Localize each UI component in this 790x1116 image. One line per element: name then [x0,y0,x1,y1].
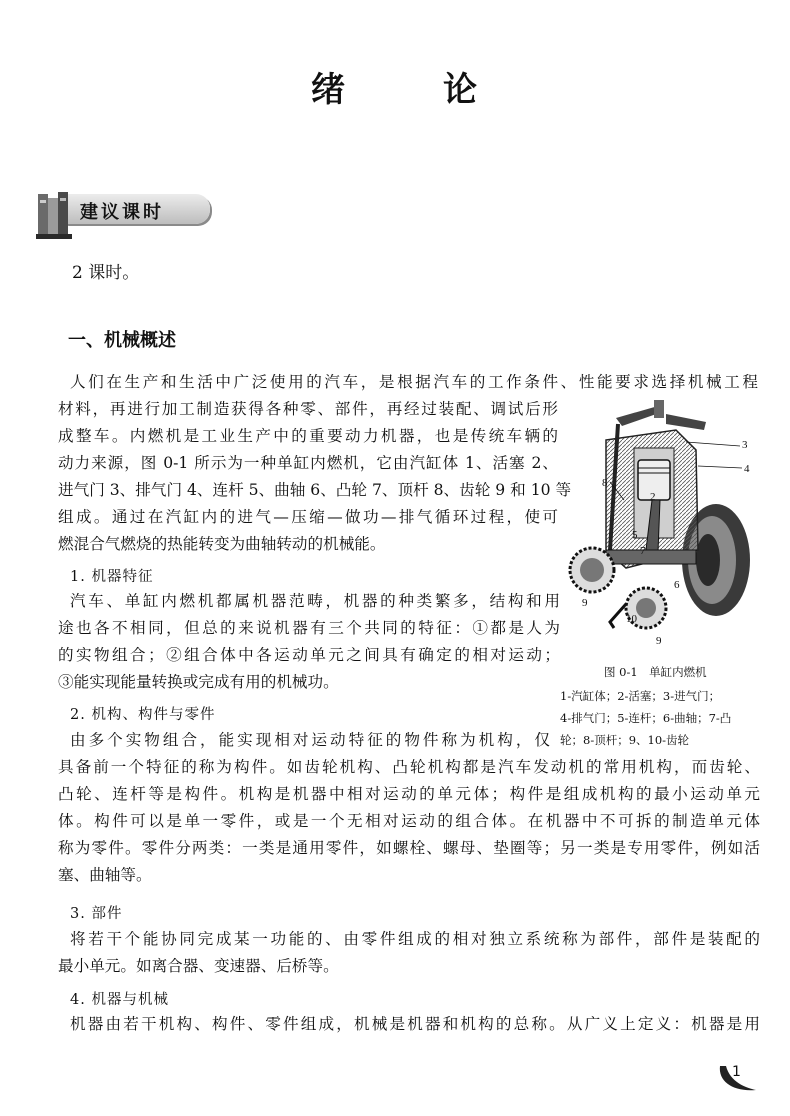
paragraph-line: 凸轮、连杆等是构件。机构是机器中相对运动的单元体；构件是组成机构的最小运动单元 [58,785,760,803]
suggested-hours-banner [34,188,194,240]
callout-label: 8 [602,477,608,489]
callout-label: 7 [640,545,646,557]
paragraph-line: 燃混合气燃烧的热能转变为曲轴转动的机械能。 [58,535,386,553]
callout-label: 2 [650,491,656,503]
callout-label: 3 [742,439,748,451]
paragraph-line: 成整车。内燃机是工业生产中的重要动力机器，也是传统车辆的 [58,427,558,445]
paragraph-line: 将若干个能协同完成某一功能的、由零件组成的相对独立系统称为部件，部件是装配的 [70,930,760,948]
figure-caption-line: 4-排气门；5-连杆；6-曲轴；7-凸 [560,711,732,725]
banner-label: 建议课时 [80,202,164,223]
paragraph-line: 体。构件可以是单一零件，或是一个无相对运动的组合体。在机器中不可拆的制造单元体 [58,812,760,830]
section-heading: 一、机械概述 [68,330,176,351]
callout-label: 9 [582,597,588,609]
suggested-hours-value: 2 课时。 [72,263,140,283]
subsection-heading: 4. 机器与机械 [70,992,169,1008]
paragraph-line: 由多个实物组合，能实现相对运动特征的物件称为机构，仅 [70,731,550,749]
callout-label: 5 [632,529,638,541]
page-number [716,1060,776,1096]
callout-label: 4 [744,463,750,475]
figure-caption-title: 图 0-1 单缸内燃机 [604,665,707,679]
paragraph-line: ③能实现能量转换或完成有用的机械功。 [58,673,339,691]
callout-label: 10 [626,613,637,625]
chapter-title-char-1: 绪 [311,70,347,110]
chapter-title [0,62,790,111]
paragraph-line: 人们在生产和生活中广泛使用的汽车，是根据汽车的工作条件、性能要求选择机械工程 [70,373,758,391]
paragraph-line: 动力来源，图 0-1 所示为一种单缸内燃机，它由汽缸体 1、活塞 2、 [58,454,558,472]
subsection-heading: 2. 机构、构件与零件 [70,707,216,723]
paragraph-line: 最小单元。如离合器、变速器、后桥等。 [58,957,339,975]
paragraph-line: 进气门 3、排气门 4、连杆 5、曲轴 6、凸轮 7、顶杆 8、齿轮 9 和 10 等 [58,481,572,499]
paragraph-line: 途也各不相同，但总的来说机器有三个共同的特征：①都是人为 [58,619,560,637]
figure-caption-line: 1-汽缸体；2-活塞；3-进气门； [560,689,721,703]
callout-label: 6 [674,579,680,591]
chapter-title-char-2: 论 [443,70,479,110]
paragraph-line: 的实物组合；②组合体中各运动单元之间具有确定的相对运动； [58,646,560,664]
page-swoosh-icon [716,1060,776,1096]
subsection-heading: 3. 部件 [70,906,123,922]
paragraph-line: 机器由若干机构、构件、零件组成，机械是机器和机构的总称。从广义上定义：机器是用 [70,1015,760,1033]
paragraph-line: 组成。通过在汽缸内的进气—压缩—做功—排气循环过程，使可 [58,508,558,526]
paragraph-line: 塞、曲轴等。 [58,866,152,884]
subsection-heading: 1. 机器特征 [70,569,154,585]
callout-label: 9 [656,635,662,647]
paragraph-line: 材料，再进行加工制造获得各种零、部件，再经过装配、调试后形 [58,400,558,418]
paragraph-line: 称为零件。零件分两类：一类是通用零件，如螺栓、螺母、垫圈等；另一类是专用零件，例如活 [58,839,760,857]
page-number-text: 1 [732,1064,741,1080]
banner-label-box [64,194,210,224]
figure-caption-line: 轮；8-顶杆；9、10-齿轮 [560,733,690,747]
paragraph-line: 汽车、单缸内燃机都属机器范畴，机器的种类繁多，结构和用 [70,592,560,610]
paragraph-line: 具备前一个特征的称为构件。如齿轮机构、凸轮机构都是汽车发动机的常用机构，而齿轮、 [58,758,760,776]
books-icon [34,188,74,240]
engine-illustration [566,400,762,650]
